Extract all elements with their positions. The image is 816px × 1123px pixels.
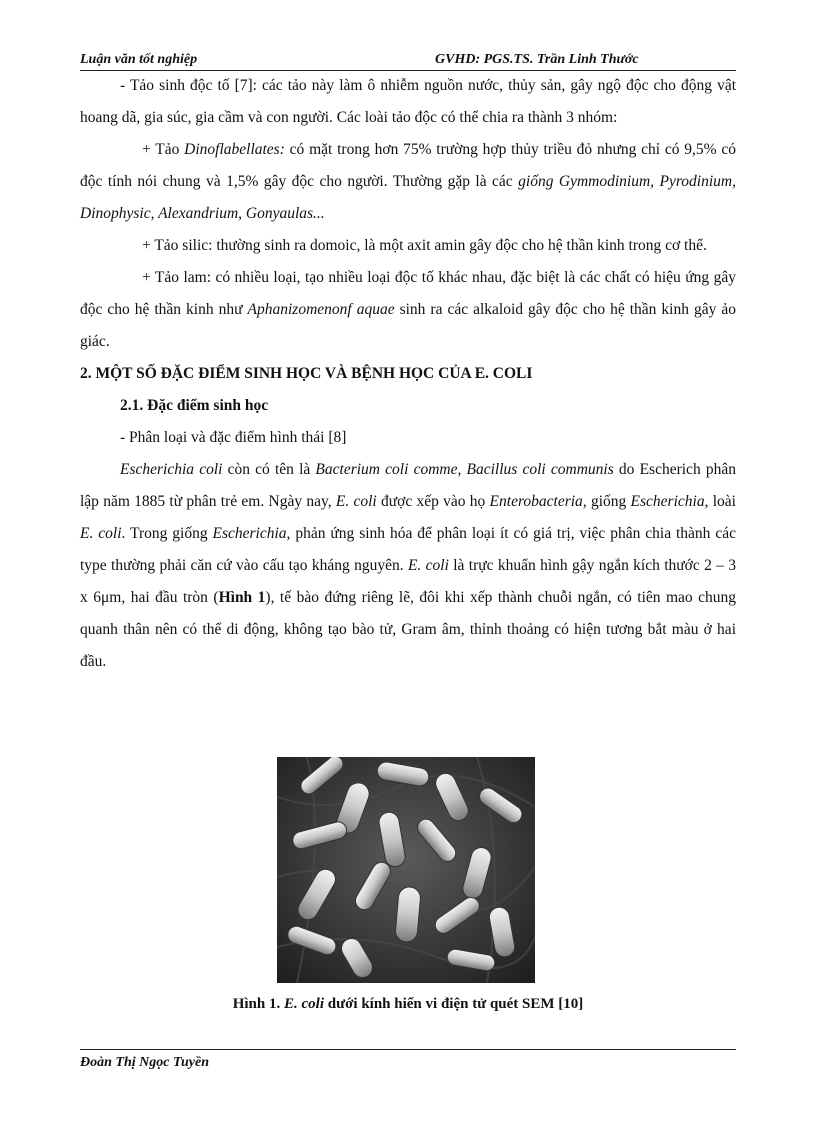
paragraph-dinoflagellates: + Tảo Dinoflabellates: có mặt trong hơn 75% trường hợp thủy triều đỏ nhưng chỉ có 9,5% có độc tính nói chung và 1,5% gây độc cho người. Thường gặp là các giống Gymmodinium, Pyrodinium, Dinophysic, Alexandrium, Gonyaulas... xyxy=(80,141,736,222)
subsection-heading: 2.1. Đặc điểm sinh học xyxy=(120,397,269,414)
page-footer-author: Đoàn Thị Ngọc Tuyền xyxy=(80,1055,209,1070)
paragraph-classification: - Phân loại và đặc điểm hình thái [8] xyxy=(120,429,347,446)
page-header xyxy=(80,50,736,72)
document-body xyxy=(80,70,736,678)
figure-caption: Hình 1. E. coli dưới kính hiển vi điện tử quét SEM [10] xyxy=(232,996,584,1012)
paragraph-toxic-algae: - Tảo sinh độc tố [7]: các tảo này làm ô nhiễm nguồn nước, thủy sản, gây ngộ độc cho động vật hoang dã, gia súc, gia cầm và con người. Các loài tảo độc có thể chia ra thành 3 nhóm: xyxy=(80,77,736,126)
header-supervisor: GVHD: PGS.TS. Trần Linh Thước xyxy=(435,52,639,67)
footer-divider xyxy=(80,1049,736,1050)
header-thesis-label: Luận văn tốt nghiệp xyxy=(80,52,198,67)
paragraph-ecoli-description: Escherichia coli còn có tên là Bacterium coli comme, Bacillus coli communis do Escherich phân lập năm 1885 từ phân trẻ em. Ngày nay, E. coli được xếp vào họ Enterobacteria, giống Escherichia, loài E. coli. Trong giống Escherichia, phản ứng sinh hóa để phân loại ít có giá trị, việc phân chia thành các type thường phải căn cứ vào cấu tạo kháng nguyên. E. coli là trực khuẩn hình gậy ngắn kích thước 2 – 3 x 6μm, hai đầu tròn (Hình 1), tế bào đứng riêng lẽ, đôi khi xếp thành chuỗi ngắn, có tiên mao chung quanh thân nên có thể di động, không tạo bào tử, Gram âm, thỉnh thoảng có hiện tương bắt màu ở hai đầu. xyxy=(80,461,737,670)
paragraph-diatoms: + Tảo silic: thường sinh ra domoic, là một axit amin gây độc cho hệ thần kinh trong cơ thể. xyxy=(142,237,707,254)
ecoli-sem-image xyxy=(277,757,535,983)
paragraph-cyanobacteria: + Tảo lam: có nhiều loại, tạo nhiều loại độc tố khác nhau, đặc biệt là các chất có hiệu ứng gây độc cho hệ thần kinh như Aphanizomenonf aquae sinh ra các alkaloid gây độc cho hệ thần kinh gây ảo giác. xyxy=(80,269,736,350)
section-heading: 2. MỘT SỐ ĐẶC ĐIỂM SINH HỌC VÀ BỆNH HỌC CỦA E. COLI xyxy=(80,365,533,382)
